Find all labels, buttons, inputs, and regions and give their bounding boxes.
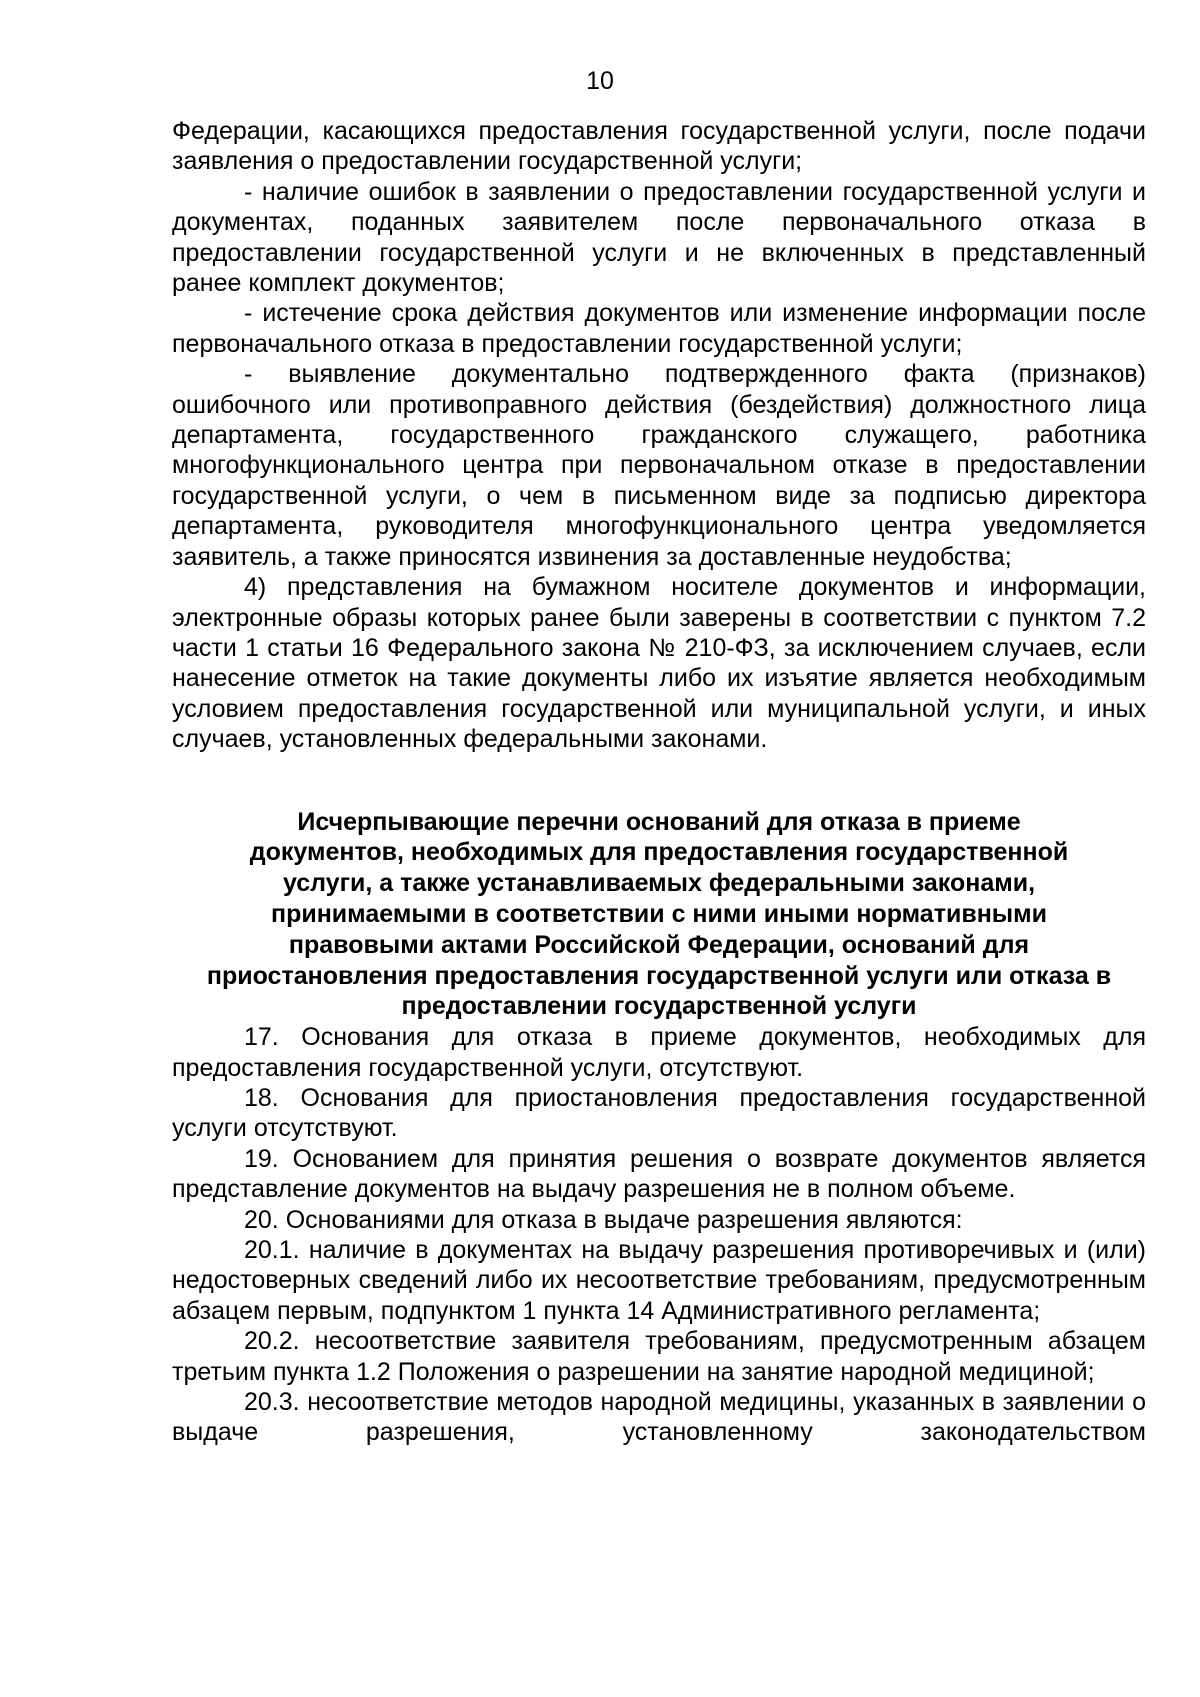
clause-20-1: 20.1. наличие в документах на выдачу разрешения противоречивых и (или) недостоверных сведений либо их несоответствие требованиям, предусмотренным абзацем первым, подпунктом 1 пункта 14 Административного регламента;: [172, 1235, 1146, 1325]
clause-17: 17. Основания для отказа в приеме документов, необходимых для предоставления государственной услуги, отсутствуют.: [172, 1023, 1146, 1082]
section-heading: [172, 807, 1146, 1023]
list-item: 4) представления на бумажном носителе документов и информации, электронные образы которых ранее были заверены в соответствии с пунктом 7.2 части 1 статьи 16 Федерального закона № 210-ФЗ, за исключением случаев, если нанесение отметок на такие документы либо их изъятие является необходимым условием предоставления государственной или муниципальной услуги, и иных случаев, установленных федеральными законами.: [172, 573, 1146, 754]
paragraph: Федерации, касающихся предоставления государственной услуги, после подачи заявления о предоставлении государственной услуги;: [172, 117, 1146, 176]
heading-line: предоставлении государственной услуги: [401, 992, 917, 1021]
heading-line: правовыми актами Российской Федерации, оснований для: [288, 930, 1030, 959]
clause-18: 18. Основания для приостановления предоставления государственной услуги отсутствуют.: [172, 1083, 1146, 1143]
document-body: [172, 116, 1146, 1448]
heading-line: приостановления предоставления государственной услуги или отказа в: [206, 961, 1112, 990]
heading-line: принимаемыми в соответствии с ними иными нормативными: [270, 899, 1048, 928]
page-number: 10: [586, 67, 614, 95]
clause-20: 20. Основаниями для отказа в выдаче разрешения являются:: [244, 1205, 963, 1234]
list-item: - истечение срока действия документов или изменение информации после первоначального отказа в предоставлении государственной услуги;: [172, 299, 1146, 358]
heading-line: документов, необходимых для предоставления государственной: [249, 838, 1069, 867]
clause-20-3: 20.3. несоответствие методов народной медицины, указанных в заявлении о выдаче разрешения, установленному законодательством: [172, 1387, 1146, 1447]
heading-line: услуги, а также устанавливаемых федеральными законами,: [282, 869, 1036, 898]
list-item: - наличие ошибок в заявлении о предоставлении государственной услуги и документах, поданных заявителем после первоначального отказа в предоставлении государственной услуги и не включенных в представленный ранее комплект документов;: [172, 177, 1146, 298]
heading-line: Исчерпывающие перечни оснований для отказа в приеме: [297, 807, 1021, 836]
clause-20-2: 20.2. несоответствие заявителя требованиям, предусмотренным абзацем третьим пункта 1.2 Положения о разрешении на занятие народной медициной;: [172, 1327, 1146, 1386]
list-item: - выявление документально подтвержденного факта (признаков) ошибочного или противоправного действия (бездействия) должностного лица департамента, государственного гражданского служащего, работника многофункционального центра при первоначальном отказе в предоставлении государственной услуги, о чем в письменном виде за подписью директора департамента, руководителя многофункционального центра уведомляется заявитель, а также приносятся извинения за доставленные неудобства;: [172, 360, 1146, 571]
clause-19: 19. Основанием для принятия решения о возврате документов является представление документов на выдачу разрешения не в полном объеме.: [172, 1144, 1146, 1204]
